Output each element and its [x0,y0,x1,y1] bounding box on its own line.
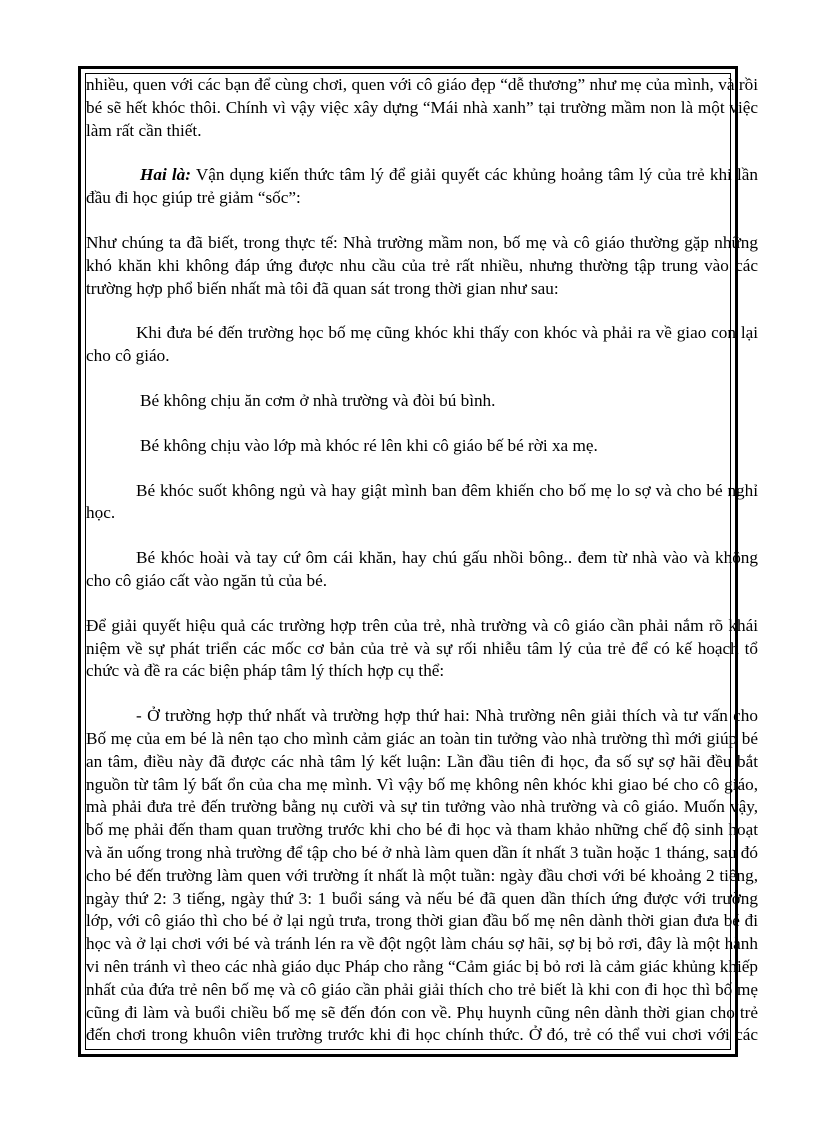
case-3: Bé không chịu vào lớp mà khóc ré lên khi cô giáo bế bé rời xa mẹ. [140,435,598,455]
document-body [86,74,758,1047]
paragraph-solution: Để giải quyết hiệu quả các trường hợp trên của trẻ, nhà trường và cô giáo cần phải nắm rõ khái niệm về sự phát triển các mốc cơ bản của trẻ và sự rối nhiễu tâm lý của trẻ để có kế hoạch tổ chức và đề ra các biện pháp tâm lý thích hợp cụ thể: [86,615,758,681]
section-two [86,164,758,210]
section-two-heading: Hai là: [140,165,192,185]
case-2: Bé không chịu ăn cơm ở nhà trường và đòi bú bình. [140,390,496,410]
case-1: Khi đưa bé đến trường học bố mẹ cũng khóc khi thấy con khóc và phải ra về giao con lại cho cô giáo. [86,323,758,366]
paragraph-case-one-two: - Ở trường hợp thứ nhất và trường hợp thứ hai: Nhà trường nên giải thích và tư vấn cho Bố mẹ của em bé là nên tạo cho mình cảm giác an toàn tin tưởng vào nhà trường thì mới giúp bé an tâm, điều này đã được các nhà tâm lý kết luận: Lần đầu tiên đi học, đa số sự sợ hãi đều bắt nguồn từ tâm lý bất ổn của cha mẹ mình. Vì vậy bố mẹ không nên khóc khi giao bé cho cô giáo, mà phải đưa trẻ đến trường bằng nụ cười và sự tin tưởng vào nhà trường và cô giáo. Muốn vậy, bố mẹ phải đến tham quan trường trước khi cho bé đi học và tham khảo những chế độ sinh hoạt và ăn uống trong nhà trường để tập cho bé ở nhà làm quen dần ít nhất 3 tuần hoặc 1 tháng, sau đó cho bé đến trường làm quen với trường ít nhất là một tuần: ngày đầu chơi với bé khoảng 2 tiếng, ngày thứ 2: 3 tiếng, ngày thứ 3: 1 buổi sáng và nếu bé đã quen dần thích ứng được với trường lớp, với cô giáo thì cho bé ở lại ngủ trưa, trong thời gian đầu bố mẹ nên dành thời gian đưa bé đi học và ở lại chơi với bé và tránh lén ra về đột ngột làm cháu sợ hãi, sợ bị bỏ rơi, đây là một hành vi nên tránh vì theo các nhà giáo dục Pháp cho rằng “Cảm giác bị bỏ rơi là cảm giác khủng khiếp nhất của đứa trẻ nên bố mẹ và cô giáo cần phải giải thích cho trẻ biết là khi con đi học thì bố mẹ cũng đi làm và buổi chiều bố mẹ sẽ đến đón con về. Phụ huynh cũng nên dành thời gian cho trẻ đến chơi trong khuôn viên trường trước khi đi học chính thức. Ở đó, trẻ có thể vui chơi với các [86,706,758,1045]
case-5: Bé khóc hoài và tay cứ ôm cái khăn, hay chú gấu nhồi bông.. đem từ nhà vào và không cho cô giáo cất vào ngăn tủ của bé. [86,548,758,590]
paragraph-reality: Như chúng ta đã biết, trong thực tế: Nhà trường mầm non, bố mẹ và cô giáo thường gặp những khó khăn khi không đáp ứng được nhu cầu của trẻ rất nhiều, nhưng thường tập trung vào các trường hợp phổ biến nhất mà tôi đã quan sát trong thời gian như sau: [86,232,758,298]
paragraph-intro: nhiều, quen với các bạn để cùng chơi, quen với cô giáo đẹp “dễ thương” như mẹ của mình, và rồi bé sẽ hết khóc thôi. Chính vì vậy việc xây dựng “Mái nhà xanh” tại trường mầm non là một việc làm rất cần thiết. [86,75,758,140]
section-two-text: Vận dụng kiến thức tâm lý để giải quyết các khủng hoảng tâm lý của trẻ khi lần đầu đi học giúp trẻ giảm “sốc”: [86,165,758,208]
case-4: Bé khóc suốt không ngủ và hay giật mình ban đêm khiến cho bố mẹ lo sợ và cho bé nghỉ học. [86,480,758,523]
